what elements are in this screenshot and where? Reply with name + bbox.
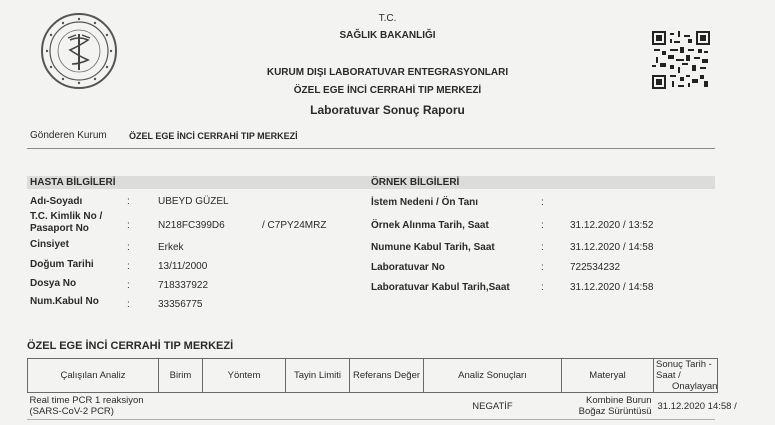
sample-lab-received-value: 31.12.2020 / 14:58 bbox=[570, 282, 654, 293]
material-line-2: Boğaz Sürüntüsü bbox=[578, 406, 652, 417]
sender-label: Gönderen Kurum bbox=[30, 130, 107, 141]
divider bbox=[27, 148, 715, 149]
sample-reason-label: İstem Nedeni / Ön Tanı bbox=[371, 197, 479, 208]
patient-file-value: 718337922 bbox=[158, 280, 209, 291]
sample-lab-no-label: Laboratuvar No bbox=[371, 262, 445, 273]
colon: : bbox=[541, 220, 544, 231]
patient-passport-value: / C7PY24MRZ bbox=[262, 220, 327, 231]
patient-dob-value: 13/11/2000 bbox=[158, 261, 208, 272]
column-header-date bbox=[654, 359, 718, 393]
column-header: Referans Değer bbox=[350, 359, 424, 393]
colon: : bbox=[541, 262, 544, 273]
header-ministry: SAĞLIK BAKANLIĞI bbox=[339, 30, 436, 41]
sample-taken-value: 31.12.2020 / 13:52 bbox=[570, 220, 654, 231]
patient-dob-label: Doğum Tarihi bbox=[30, 259, 94, 270]
table-row bbox=[28, 393, 718, 418]
unit-cell bbox=[159, 393, 203, 418]
sender-value: ÖZEL EGE İNCİ CERRAHİ TIP MERKEZİ bbox=[129, 131, 298, 141]
column-header: Materyal bbox=[562, 359, 654, 393]
colon: : bbox=[127, 220, 130, 231]
header-department: KURUM DIŞI LABORATUVAR ENTEGRASYONLARI bbox=[266, 67, 509, 78]
patient-gender-label: Cinsiyet bbox=[30, 239, 69, 250]
patient-tc-label-1: T.C. Kimlik No / bbox=[30, 211, 103, 222]
report-title: Laboratuvar Sonuç Raporu bbox=[310, 103, 465, 117]
bottom-divider bbox=[27, 419, 715, 420]
analysis-name: Real time PCR 1 reaksiyon bbox=[29, 395, 144, 406]
analysis-cell bbox=[28, 393, 159, 418]
method-cell bbox=[203, 393, 286, 418]
patient-name-value: UBEYD GÜZEL bbox=[158, 196, 229, 207]
colon: : bbox=[127, 280, 130, 291]
results-table bbox=[27, 358, 737, 417]
header-center: ÖZEL EGE İNCİ CERRAHİ TIP MERKEZİ bbox=[293, 85, 482, 96]
colon: : bbox=[541, 242, 544, 253]
sample-received-value: 31.12.2020 / 14:58 bbox=[570, 242, 654, 253]
material-cell bbox=[562, 393, 654, 418]
column-header-date-line2: Onaylayan bbox=[672, 381, 718, 392]
patient-tc-label-2: Pasaport No bbox=[30, 223, 89, 234]
sample-lab-received-label: Laboratuvar Kabul Tarih,Saat bbox=[371, 282, 510, 293]
results-header-row bbox=[28, 359, 718, 393]
sample-taken-label: Örnek Alınma Tarih, Saat bbox=[371, 220, 489, 231]
colon: : bbox=[541, 197, 544, 208]
reference-cell bbox=[350, 393, 424, 418]
material-line-1: Kombine Burun bbox=[586, 395, 652, 406]
column-header: Analiz Sonuçları bbox=[424, 359, 562, 393]
column-header: Çalışılan Analiz bbox=[28, 359, 159, 393]
sample-section-title: ÖRNEK BİLGİLERİ bbox=[371, 177, 460, 188]
column-header: Yöntem bbox=[203, 359, 286, 393]
analysis-code: (SARS-CoV-2 PCR) bbox=[29, 406, 114, 417]
column-header-date-line1: Sonuç Tarih - Saat / bbox=[656, 359, 712, 381]
result-date-cell: 31.12.2020 14:58 / bbox=[657, 401, 737, 412]
patient-accept-value: 33356775 bbox=[158, 299, 203, 310]
colon: : bbox=[541, 282, 544, 293]
limit-cell bbox=[286, 393, 350, 418]
colon: : bbox=[127, 242, 130, 253]
colon: : bbox=[127, 196, 130, 207]
patient-accept-label: Num.Kabul No bbox=[30, 296, 99, 307]
patient-gender-value: Erkek bbox=[158, 242, 184, 253]
colon: : bbox=[127, 299, 130, 310]
patient-file-label: Dosya No bbox=[30, 278, 77, 289]
results-section-title: ÖZEL EGE İNCİ CERRAHİ TIP MERKEZİ bbox=[27, 340, 234, 352]
header-tc: T.C. bbox=[378, 13, 397, 24]
colon: : bbox=[127, 261, 130, 272]
sample-lab-no-value: 722534232 bbox=[570, 262, 621, 273]
patient-name-label: Adı-Soyadı bbox=[30, 196, 83, 207]
column-header: Birim bbox=[159, 359, 203, 393]
result-cell: NEGATİF bbox=[472, 401, 513, 412]
patient-section-title: HASTA BİLGİLERİ bbox=[30, 177, 116, 188]
patient-tc-value: N218FC399D6 bbox=[158, 220, 225, 231]
column-header: Tayin Limiti bbox=[286, 359, 350, 393]
sample-received-label: Numune Kabul Tarih, Saat bbox=[371, 242, 495, 253]
